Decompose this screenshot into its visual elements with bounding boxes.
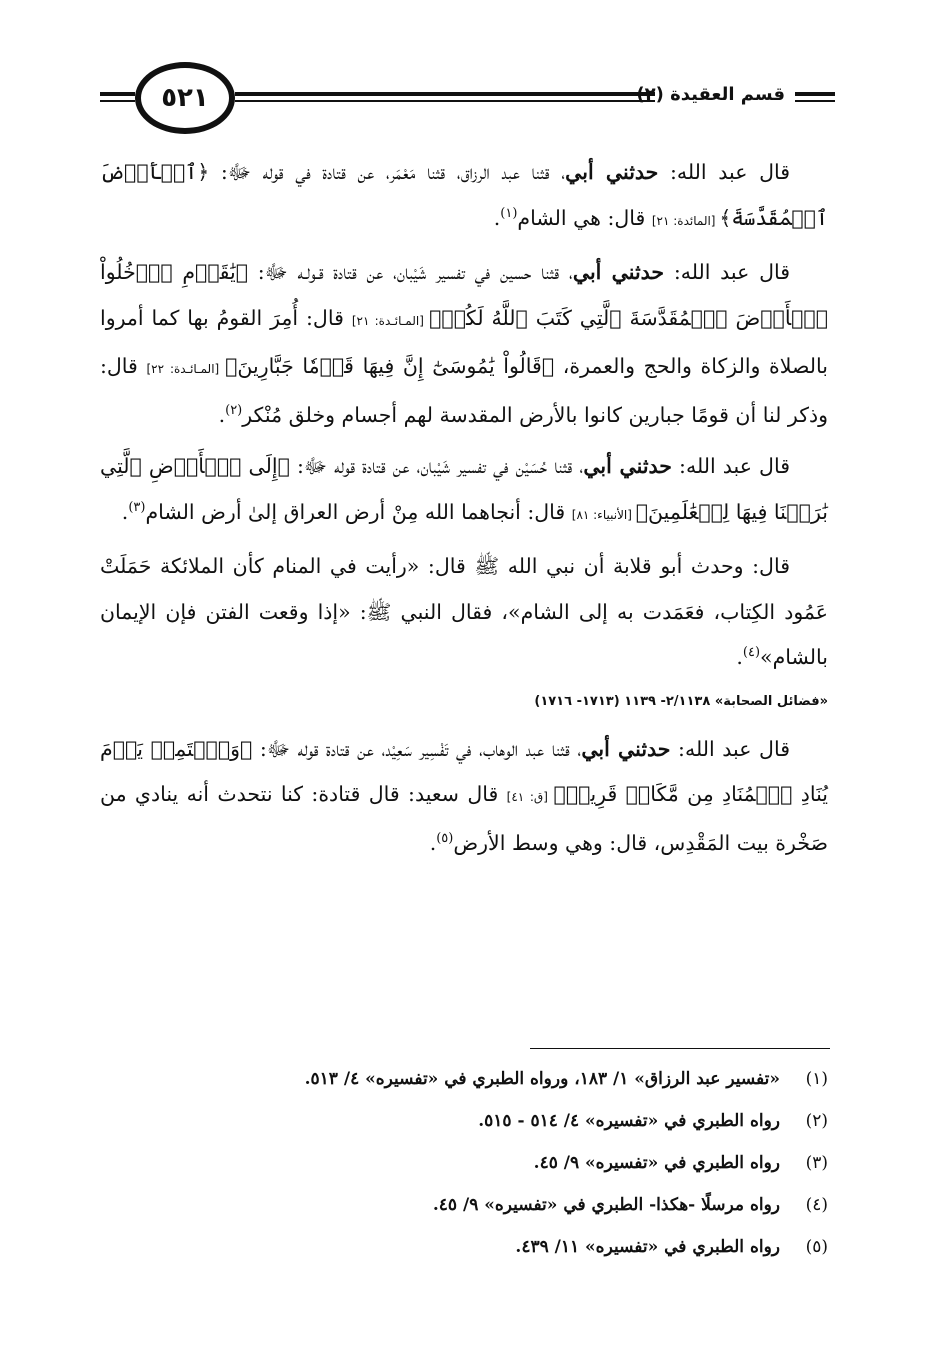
text-segment: قال عبد الله: — [664, 260, 791, 284]
narrator-phrase: حدثني أبي — [565, 160, 659, 184]
narrator-phrase: حدثني أبي — [581, 736, 671, 761]
main-text — [100, 150, 828, 872]
header-rule-left — [100, 92, 135, 96]
section-title: قسم العقيدة (٢) — [636, 84, 785, 105]
text-segment: ، قثنا حسين في تفسير شَيْبان، عن قتادة قـولـه ﷻ: — [248, 260, 573, 284]
footnote-item — [100, 1058, 828, 1100]
footnote-marker: (٤) — [742, 645, 761, 661]
paragraph-2 — [100, 250, 828, 438]
footnote-text: رواه الطبري في «تفسيره» ١١/ ٤٣٩. — [515, 1237, 780, 1257]
footnote-item — [100, 1100, 828, 1142]
paragraph-5 — [100, 727, 828, 867]
text-segment: قال: أنجاهما الله مِنْ أرض العراق إلىٰ أرض الشام — [145, 499, 572, 524]
narrator-phrase: حدثني أبي — [572, 260, 665, 284]
source-citation: «فضائل الصحابة» ٢/١١٣٨- ١١٣٩ (١٧١٣- ١٧١٦) — [534, 693, 828, 709]
paragraph-1 — [100, 150, 828, 244]
footnote-marker: (٥) — [436, 830, 454, 846]
footnote-number: (٥) — [805, 1237, 828, 1257]
text-segment: . — [429, 830, 437, 855]
header-rule-middle-thin — [235, 100, 655, 102]
paragraph-3 — [100, 444, 828, 538]
footnote-number: (٢) — [805, 1111, 828, 1131]
text-segment: قال سعيد: قال قتادة: كنا نتحدث أنه ينادي من صَخْرة بيت المَقْدِس، قال: وهي وسط الأرض — [100, 782, 828, 855]
text-segment: ، قثنا عبد الرزاق، قثنا مَعْمَر، عن قتادة في قوله ﷻ: — [209, 160, 566, 184]
text-segment: . — [493, 205, 501, 230]
header-rule-middle — [235, 92, 655, 96]
footnote-text: رواه الطبري في «تفسيره» ٩/ ٤٥. — [533, 1153, 780, 1173]
quran-verse: ﴿ٱلۡأَرۡضَ ٱلۡمُقَدَّسَةَ﴾ — [100, 160, 828, 230]
text-segment: . — [736, 645, 743, 669]
verse-reference: [ق: ٤١] — [506, 790, 554, 804]
narrator-phrase: حدثني أبي — [583, 454, 672, 478]
text-segment: قال: وذكر لنا أن قومًا جبارين كانوا بالأرض المقدسة لهم أجسام وخلق مُنْكر — [100, 354, 828, 427]
header-rule-right-thin — [795, 100, 835, 102]
text-segment: قال: وحدث أبو قلابة أن نبي الله ﷺ قال: «رأيت في المنام كأن الملائكة حَمَلَتْ عَمُود الكِتاب، فعَمَدت به إلى الشام»، فقال النبي ﷺ: «إذا وقعت الفتن فإن الإيمان بالشام» — [100, 554, 828, 669]
footnote-marker: (٣) — [128, 499, 146, 515]
quran-verse: ﴿وَٱسۡتَمِعۡ يَوۡمَ يُنَادِ ٱلۡمُنَادِ مِن مَّكَانٖ قَرِيبٖ﴾ — [100, 736, 828, 806]
page-number-circle — [135, 62, 235, 134]
footnote-item — [100, 1142, 828, 1184]
quran-verse: ﴿قَالُواْ يَٰمُوسَىٰٓ إِنَّ فِيهَا قَوۡمٗا جَبَّارِينَ﴾ — [225, 354, 555, 378]
page-number: ٥٢١ — [161, 83, 209, 113]
footnote-marker: (١) — [500, 205, 518, 221]
footnote-text: رواه الطبري في «تفسيره» ٤/ ٥١٤ - ٥١٥. — [478, 1111, 780, 1131]
header-rule-left-thin — [100, 100, 135, 102]
header-rule-right — [795, 92, 835, 96]
page-header — [100, 62, 835, 142]
footnote-item — [100, 1226, 828, 1268]
footnote-text: «تفسير عبد الرزاق» ١/ ١٨٣، ورواه الطبري في «تفسيره» ٤/ ٥١٣. — [304, 1069, 780, 1089]
text-segment: قال: أُمِرَ القومُ بها كما أمروا بالصلاة والزكاة والحج والعمرة، — [100, 305, 828, 378]
text-segment: ، قثنا حُسَيْن في تفسير شَيْبان، عن قتادة قوله ﷻ: — [289, 454, 584, 478]
text-segment: . — [218, 402, 226, 427]
verse-reference: [الأنبياء: ٨١] — [571, 507, 636, 522]
text-segment: قال عبد الله: — [658, 160, 791, 184]
footnote-separator — [530, 1048, 830, 1049]
footnote-number: (١) — [805, 1069, 828, 1089]
footnote-number: (٣) — [805, 1153, 828, 1173]
text-segment: قال عبد الله: — [670, 736, 790, 761]
footnote-text: رواه مرسلًا -هكذا- الطبري في «تفسيره» ٩/ ٤٥. — [432, 1195, 780, 1215]
paragraph-4 — [100, 544, 828, 681]
quran-verse: ﴿يَٰقَوۡمِ ٱدۡخُلُواْ ٱلۡأَرۡضَ ٱلۡمُقَدَّسَةَ ٱلَّتِي كَتَبَ ٱللَّهُ لَكُمۡ﴾ — [100, 260, 829, 330]
footnote-marker: (٢) — [225, 402, 243, 418]
footnote-item — [100, 1184, 828, 1226]
verse-reference: [المـائـدة: ٢١] — [351, 313, 430, 328]
footnote-number: (٤) — [805, 1195, 828, 1215]
quran-verse: ﴿إِلَى ٱلۡأَرۡضِ ٱلَّتِي بَٰرَكۡنَا فِيهَا لِلۡعَٰلَمِينَ﴾ — [100, 454, 828, 524]
verse-reference: [المـائـدة: ٢٢] — [146, 362, 226, 376]
footnotes-list — [100, 1058, 828, 1268]
text-segment: ، قثنا عبد الوهاب، في تَفْسِير سَعِيْد، عن قتادة قوله ﷻ: — [252, 736, 582, 761]
text-segment: قال: هي الشام — [517, 205, 652, 230]
verse-reference: [المائدة: ٢١] — [651, 213, 720, 228]
text-segment: . — [121, 499, 129, 524]
text-segment: قال عبد الله: — [671, 454, 790, 478]
